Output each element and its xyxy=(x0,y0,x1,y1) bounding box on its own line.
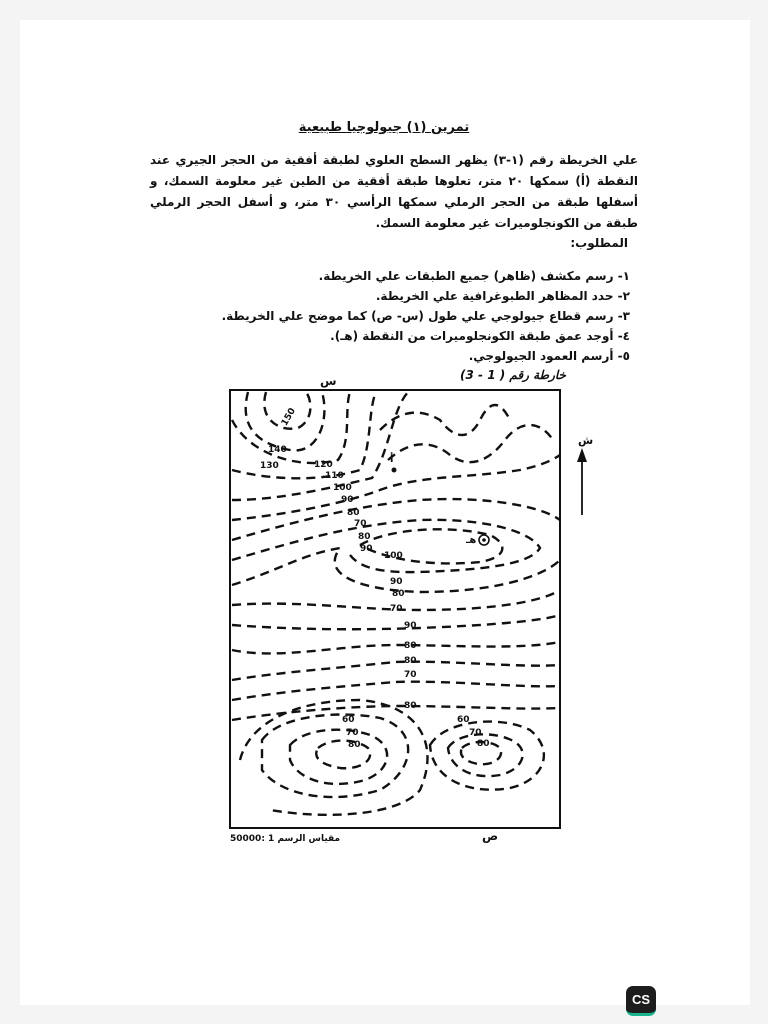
contour-label: 70 xyxy=(346,728,359,738)
contour-label: 130 xyxy=(260,461,279,471)
contour-label: 60 xyxy=(457,715,470,725)
exercise-title: تمرين (١) جيولوجيا طبيعية xyxy=(298,120,470,135)
contour-label: 80 xyxy=(477,739,490,749)
contour-label: 80 xyxy=(392,589,405,599)
task-item: ٢- حدد المظاهر الطبوغرافية علي الخريطة. xyxy=(375,289,630,303)
contour-label: 60 xyxy=(342,715,355,725)
contour-label: 110 xyxy=(325,471,344,481)
contour-line xyxy=(232,392,376,478)
contour-line xyxy=(232,615,560,629)
contour-line xyxy=(240,700,428,815)
task-item: ١- رسم مكشف (ظاهر) جميع الطبقات علي الخريطة. xyxy=(318,269,630,283)
profile-start-label: س xyxy=(320,374,337,388)
contour-label: 90 xyxy=(390,577,403,587)
contour-line xyxy=(232,455,560,520)
contour-label: 100 xyxy=(333,483,352,493)
map-title: خارطة رقم ( 1 - 3) xyxy=(460,368,566,382)
contour-label: 150 xyxy=(279,406,298,428)
contour-label: 90 xyxy=(360,544,373,554)
contour-label: 70 xyxy=(404,670,417,680)
contour-line xyxy=(232,392,408,500)
contour-label: 70 xyxy=(354,519,367,529)
required-label: المطلوب: xyxy=(570,236,628,250)
contour-line xyxy=(360,529,502,563)
contour-line xyxy=(232,642,560,653)
contour-line xyxy=(232,682,560,700)
contour-line xyxy=(290,730,387,784)
profile-end-label: ص xyxy=(482,829,499,843)
north-arrow-icon xyxy=(577,448,587,515)
contour-label: 80 xyxy=(404,656,417,666)
contour-line xyxy=(388,425,553,462)
task-item: ٥- أرسم العمود الجيولوجي. xyxy=(468,349,630,363)
point-a-marker xyxy=(392,468,397,473)
task-item: ٣- رسم قطاع جيولوجي علي طول (س- ص) كما موضح علي الخريطة. xyxy=(221,309,630,323)
contour-label: 140 xyxy=(268,445,287,455)
contour-label: 80 xyxy=(347,508,360,518)
contour-line xyxy=(232,662,560,680)
contour-line xyxy=(380,405,510,435)
point-h-label: هـ xyxy=(466,535,477,546)
task-item: ٤- أوجد عمق طبقة الكونجلوميرات من النقطة (هـ). xyxy=(330,329,630,343)
contour-label: 100 xyxy=(384,551,403,561)
contour-label: 90 xyxy=(341,495,354,505)
contour-label: 80 xyxy=(358,532,371,542)
contour-label: 80 xyxy=(348,740,361,750)
contour-label: 90 xyxy=(404,621,417,631)
camscanner-logo: CS xyxy=(626,986,656,1016)
north-label: ش xyxy=(578,434,594,447)
contour-line xyxy=(316,741,370,769)
contour-label: 70 xyxy=(469,728,482,738)
contour-label: 70 xyxy=(390,604,403,614)
point-a-label: أ xyxy=(390,454,394,465)
contour-line xyxy=(430,722,544,790)
map-scale: مقياس الرسم 1 :50000 xyxy=(230,834,341,844)
contour-label: 80 xyxy=(404,701,417,711)
contour-label: 80 xyxy=(404,641,417,651)
contour-label: 120 xyxy=(314,460,333,470)
exercise-paragraph: علي الخريطة رقم (١-٣) يظهر السطح العلوي لطبقة أفقية من الحجر الجيري عند النقطة (أ) سمكها ٢٠ متر، تعلوها طبقة أفقية من الطين غير معلومة السمك، و أسفلها طبقة من الحجر الرملي سمكها الرأسي ٣٠ متر، و أسفل الحجر الرملي طبقة من الكونجلوميرات غير معلومة السمك. xyxy=(150,153,638,230)
